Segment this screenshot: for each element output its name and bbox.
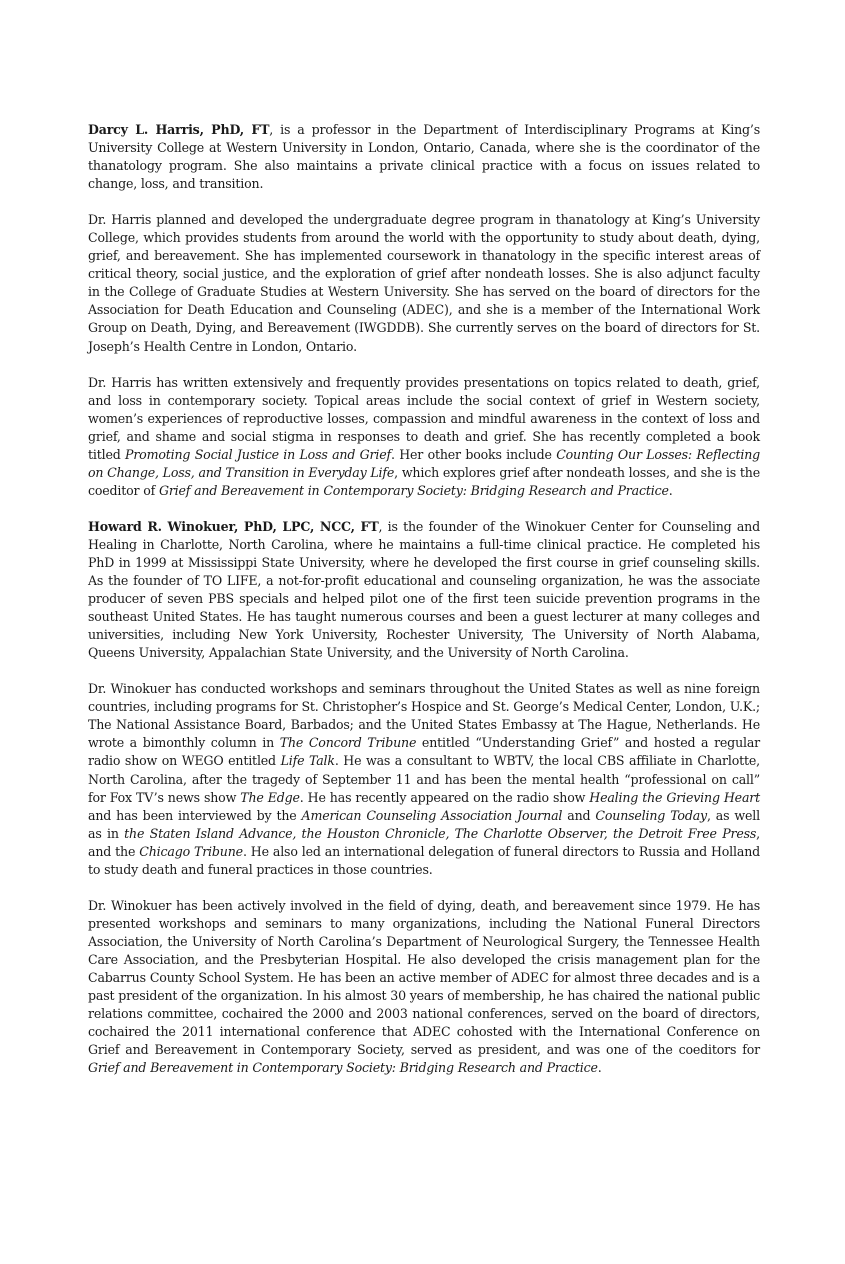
winokuer-intro-text: , is the founder of the Winokuer Center for Counseling and Healing in Charlotte, North Carolina, where he maintains a full-time clinical practice. He completed his PhD in 1999 at Mississippi State University, where he developed the first course in grief counseling skills. As the founder of TO LIFE, a not-for-profit educational and counseling organization, he was the associate producer of seven PBS specials and helped pilot one of the first teen suicide prevention programs in the southeast United States. He has taught numerous courses and been a guest lecturer at many colleges and universities, including New York University, Rochester University, The University of North Alabama, Queens University, Appalachian State University, and the University of North Carolina. bbox=[88, 518, 760, 661]
harris-pub-text-3: , which explores grief after nondeath losses, and she is the coeditor of bbox=[88, 464, 760, 498]
newspaper-titles: the Staten Island Advance, the Houston Chronicle, The Charlotte Observer, the Detroit Free Press bbox=[124, 825, 757, 841]
concord-tribune-title: The Concord Tribune bbox=[279, 735, 417, 751]
winokuer-bio-adec bbox=[88, 897, 760, 1077]
aca-journal-title: American Counseling Association Journal bbox=[301, 807, 563, 823]
the-edge-title: The Edge bbox=[240, 789, 300, 805]
harris-program-text: Dr. Harris planned and developed the undergraduate degree program in thanatology at King’s University College, which provides students from around the world with the opportunity to study about death, dying, grief, and bereavement. She has implemented coursework in thanatology in the specific interest areas of critical theory, social justice, and the exploration of grief after nondeath losses. She is also adjunct faculty in the College of Graduate Studies at Western University. She has served on the board of directors for the Association for Death Education and Counseling (ADEC), and she is a member of the International Work Group on Death, Dying, and Bereavement (IWGDDB). She currently serves on the board of directors for St. Joseph’s Health Centre in London, Ontario. bbox=[88, 212, 760, 354]
winokuer-adec-text-1: Dr. Winokuer has been actively involved in the field of dying, death, and bereavement since 1979. He has presented workshops and seminars to many organizations, including the National Funeral Directors Association, the University of North Carolina’s Department of Neurological Surgery, the Tennessee Health Care Association, and the Presbyterian Hospital. He also developed the crisis management plan for the Cabarrus County School System. He has been an active member of ADEC for almost three decades and is a past president of the organization. In his almost 30 years of membership, he has chaired the national public relations committee, cochaired the 2000 and 2003 national conferences, served on the board of directors, cochaired the 2011 international conference that ADEC cohosted with the International Conference on Grief and Bereavement in Contemporary Society, served as president, and was one of the coeditors for bbox=[88, 897, 760, 1058]
harris-pub-text-1: Dr. Harris has written extensively and frequently provides presentations on topics related to death, grief, and loss in contemporary society. Topical areas include the social context of grief in Western society, women’s experiences of reproductive losses, compassion and mindful awareness in the context of loss and grief, and shame and social stigma in responses to death and grief. She has recently completed a book titled bbox=[88, 374, 760, 462]
harris-pub-text-4: . bbox=[668, 482, 673, 498]
life-talk-title: Life Talk bbox=[280, 753, 335, 769]
winokuer-media-text-7: , as well as in bbox=[88, 807, 760, 841]
winokuer-media-text-9: . He also led an international delegation of funeral directors to Russia and Holland to study death and funeral practices in those countries. bbox=[88, 843, 761, 877]
harris-book-title-3: Grief and Bereavement in Contemporary Society: Bridging Research and Practice bbox=[158, 482, 669, 498]
winokuer-book-title: Grief and Bereavement in Contemporary Society: Bridging Research and Practice bbox=[88, 1060, 598, 1076]
harris-bio-program bbox=[88, 211, 760, 355]
document-page bbox=[88, 121, 760, 1095]
winokuer-media-text-8: , and the bbox=[88, 825, 760, 859]
winokuer-media-text-6: and bbox=[562, 807, 596, 823]
harris-book-title-2: Counting Our Losses: Reflecting on Change, Loss, and Transition in Everyday Life bbox=[88, 446, 761, 480]
healing-grieving-heart-title: Healing the Grieving Heart bbox=[589, 789, 761, 805]
winokuer-media-text-2: entitled “Understanding Grief” and hosted a regular radio show on WEGO entitled bbox=[88, 735, 761, 769]
winokuer-media-text-3: . He was a consultant to WBTV, the local CBS affiliate in Charlotte, North Carolina, after the tragedy of September 11 and has been the mental health “professional on call” for Fox TV’s news show bbox=[88, 753, 760, 805]
winokuer-media-text-4: . He has recently appeared on the radio show bbox=[299, 789, 590, 805]
harris-pub-text-2: . Her other books include bbox=[390, 446, 557, 462]
winokuer-bio-media bbox=[88, 680, 760, 879]
harris-bio-publications bbox=[88, 374, 760, 500]
harris-intro-text: , is a professor in the Department of Interdisciplinary Programs at King’s University College at Western University in London, Ontario, Canada, where she is the coordinator of the thanatology program. She also maintains a private clinical practice with a focus on issues related to change, loss, and transition. bbox=[88, 122, 760, 192]
harris-name: Darcy L. Harris, PhD, FT bbox=[88, 122, 270, 137]
winokuer-bio-intro bbox=[88, 518, 760, 662]
chicago-tribune-title: Chicago Tribune bbox=[139, 843, 243, 859]
winokuer-media-text-1: Dr. Winokuer has conducted workshops and seminars throughout the United States as well as nine foreign countries, including programs for St. Christopher’s Hospice and St. George’s Medical Center, London, U.K.; The National Assistance Board, Barbados; and the United States Embassy at The Hague, Netherlands. He wrote a bimonthly column in bbox=[88, 681, 760, 751]
winokuer-adec-text-2: . bbox=[597, 1060, 602, 1076]
winokuer-name: Howard R. Winokuer, PhD, LPC, NCC, FT bbox=[88, 518, 379, 534]
winokuer-media-text-5: and has been interviewed by the bbox=[88, 807, 302, 823]
harris-book-title-1: Promoting Social Justice in Loss and Grief bbox=[125, 446, 391, 462]
counseling-today-title: Counseling Today bbox=[595, 807, 707, 823]
harris-bio-intro bbox=[88, 121, 760, 193]
